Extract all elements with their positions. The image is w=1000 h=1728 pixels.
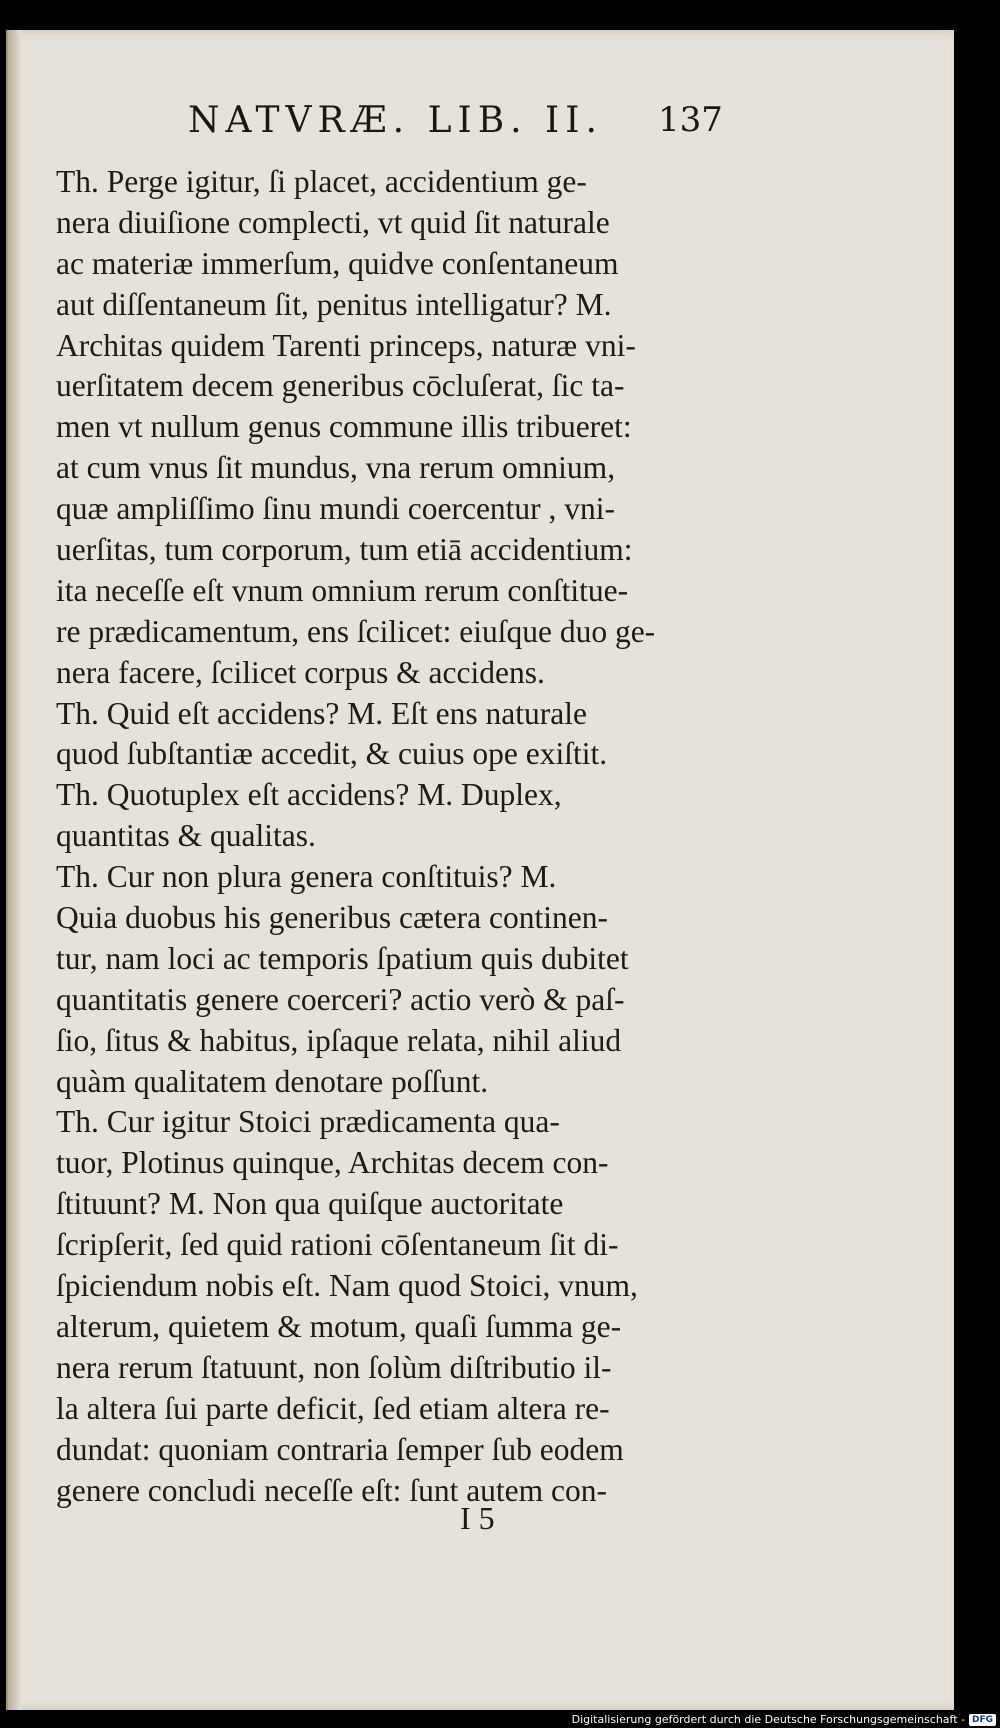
text-line: tur, nam loci ac temporis ſpatium quis dubitet <box>56 940 629 976</box>
text-line: Th. Quid eſt accidens? M. Eſt ens naturale <box>56 695 587 731</box>
text-line: tuor, Plotinus quinque, Architas decem con- <box>56 1145 609 1181</box>
text-line: la altera ſui parte deficit, ſed etiam altera re- <box>56 1390 610 1426</box>
text-line: nera rerum ſtatuunt, non ſolùm diſtributio il- <box>56 1349 612 1385</box>
text-line: ſpiciendum nobis eſt. Nam quod Stoici, vnum, <box>56 1268 638 1304</box>
text-line: ſio, ſitus & habitus, ipſaque relata, nihil aliud <box>56 1022 622 1058</box>
signature-mark: I 5 <box>460 1500 495 1536</box>
text-line: uerſitas, tum corporum, tum etiā accidentium: <box>56 532 633 568</box>
text-line: quantitas & qualitas. <box>56 818 316 854</box>
text-line: quàm qualitatem denotare poſſunt. <box>56 1063 489 1099</box>
text-line: quod ſubſtantiæ accedit, & cuius ope exiſtit. <box>56 736 608 772</box>
book-page <box>6 30 954 1710</box>
text-line: men vt nullum genus commune illis tribueret: <box>56 409 632 445</box>
page-number: 137 <box>658 100 723 140</box>
text-line: ac materiæ immerſum, quidve conſentaneum <box>56 245 619 281</box>
text-line: ſcripſerit, ſed quid rationi cōſentaneum ſit di- <box>56 1227 619 1263</box>
text-line: at cum vnus ſit mundus, vna rerum omnium, <box>56 450 616 486</box>
text-line: Architas quidem Tarenti princeps, naturæ vni- <box>56 327 636 363</box>
text-line: ſtituunt? M. Non qua quiſque auctoritate <box>56 1186 564 1222</box>
text-line: Th. Perge igitur, ſi placet, accidentium ge- <box>56 164 587 199</box>
credit-text: Digitalisierung gefördert durch die Deutsche Forschungsgemeinschaft - <box>571 1713 965 1726</box>
text-line: nera diuiſione complecti, vt quid ſit naturale <box>56 204 610 240</box>
text-line: ita neceſſe eſt vnum omnium rerum conſtitue- <box>56 572 629 608</box>
running-title: NATVRÆ. LIB. II. <box>188 100 603 141</box>
text-line: quæ ampliſſimo ſinu mundi coercentur , vni- <box>56 491 616 527</box>
text-line: re prædicamentum, ens ſcilicet: eiuſque duo ge- <box>56 613 656 649</box>
text-line: quantitatis genere coerceri? actio verò & paſ- <box>56 981 625 1017</box>
digitization-credit <box>572 1711 996 1728</box>
dfg-logo: DFG <box>969 1714 996 1726</box>
text-line: Th. Quotuplex eſt accidens? M. Duplex, <box>56 777 562 813</box>
body-text <box>56 162 726 1511</box>
text-line: aut diſſentaneum ſit, penitus intelligatur? M. <box>56 286 612 322</box>
text-line: Th. Cur non plura genera conſtituis? M. <box>56 859 557 895</box>
text-line: genere concludi neceſſe eſt: ſunt autem con- <box>56 1472 608 1508</box>
text-line: alterum, quietem & motum, quaſi ſumma ge- <box>56 1308 622 1344</box>
text-line: nera facere, ſcilicet corpus & accidens. <box>56 654 545 690</box>
text-line: Quia duobus his generibus cætera continen- <box>56 900 608 936</box>
text-line: Th. Cur igitur Stoici prædicamenta qua- <box>56 1104 560 1140</box>
text-line: dundat: quoniam contraria ſemper ſub eodem <box>56 1431 624 1467</box>
page-gutter-shadow <box>8 30 22 1710</box>
text-line: uerſitatem decem generibus cōcluſerat, ſic ta- <box>56 368 625 404</box>
